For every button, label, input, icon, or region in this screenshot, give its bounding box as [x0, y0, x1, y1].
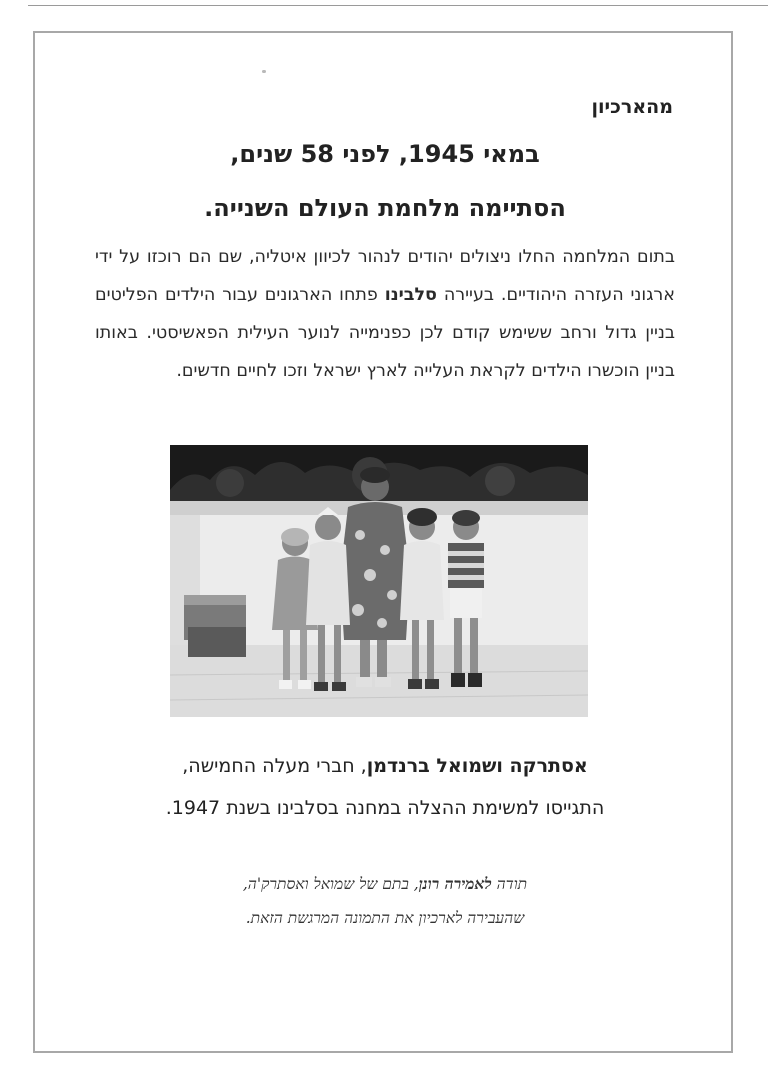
caption-names: אסתרקה ושמואל ברנדמן [366, 755, 588, 777]
body-paragraph [95, 238, 675, 390]
caption-line-2: התגייסו למשימת ההצלה במחנה בסלבינו בשנת 1947. [165, 797, 605, 819]
body-text-part-2: פתחו הארגונים עבור הילדים הפליטים בניין גדול ורחב ששימש קודם לכן כפנימייה לנוער העילית הפאשיסטי. באותו בניין הוכשרו הילדים לקראת העלייה לארץ ישראל וזכו לחיים חדשים. [95, 285, 675, 381]
thanks-line-2: שהעבירה לארכיון את התמונה המרגשת הזאת. [245, 909, 525, 927]
scan-edge-line [28, 5, 768, 6]
headline-line-2: הסתיימה מלחמת העולם השנייה. [204, 194, 566, 222]
thanks-prefix: תודה [496, 875, 528, 893]
body-text-part-1: בתום המלחמה החלו ניצולים יהודים לנהור לכיוון איטליה, שם הם רוכזו על ידי ארגוני העזרה היהודיים. בעיירה [95, 247, 675, 305]
caption-line-1 [60, 747, 710, 785]
thanks-line-1-rest: , בתם של שמואל ואסתרק'ה, [242, 875, 419, 893]
section-label: מהארכיון [591, 96, 673, 118]
caption-line-1-rest: , חברי מעלה החמישה, [182, 755, 367, 777]
headline-line-1: במאי 1945, לפני 58 שנים, [230, 140, 540, 168]
archive-photo [170, 445, 588, 717]
town-name: סלבינו [384, 285, 437, 305]
thanks-name: לאמירה רונן [418, 874, 492, 893]
scan-speck [262, 70, 266, 73]
thanks-line-1 [60, 868, 710, 900]
